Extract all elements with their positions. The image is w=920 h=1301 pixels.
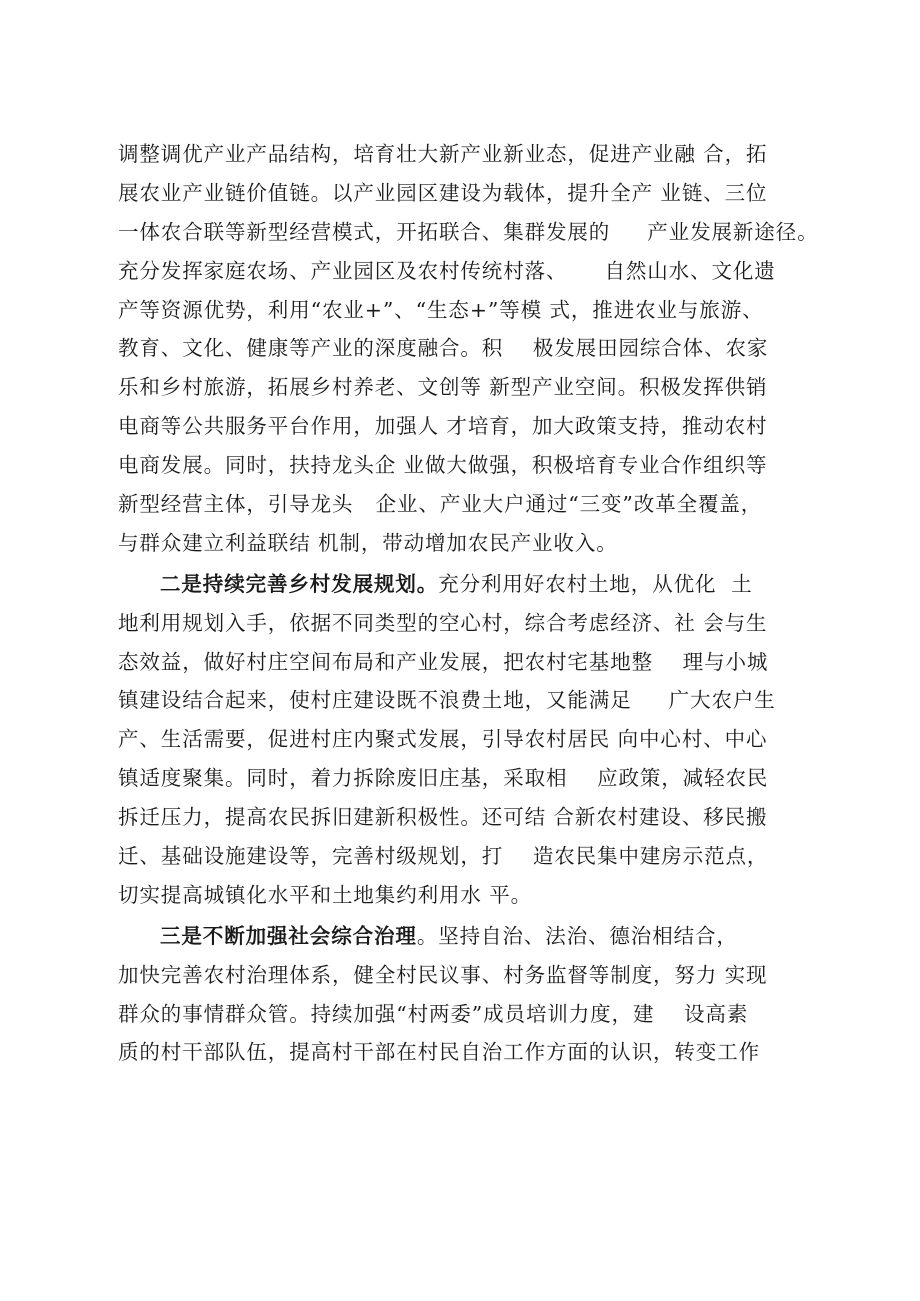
paragraph-heading: 二是持续完善乡村发展规划。 — [160, 571, 439, 596]
text-line: 教育、文化、健康等产业的深度融合。积 极发展田园综合体、农家 — [118, 336, 769, 361]
text-line: 电商等公共服务平台作用，加强人 才培育，加大政策支持，推动农村 — [118, 414, 768, 439]
paragraph-village-planning — [118, 565, 828, 915]
text-line: 展农业产业链价值链。以产业园区建设为载体，提升全产 业链、三位 — [118, 180, 768, 205]
text-line: 电商发展。同时，扶持龙头企 业做大做强，积极培育专业合作组织等 — [118, 453, 768, 478]
text-line: 切实提高城镇化水平和土地集约利用水 平。 — [118, 882, 533, 907]
text-line-first — [118, 565, 828, 604]
paragraph-social-governance — [118, 917, 828, 1073]
text-line: 乐和乡村旅游，拓展乡村养老、文创等 新型产业空间。积极发挥供销 — [118, 375, 768, 400]
text-line: 迁、基础设施建设等，完善村级规划，打 造农民集中建房示范点， — [118, 844, 769, 869]
text-line-first — [118, 917, 828, 956]
text-run: 充分利用好农村土地，从优化 土 — [438, 571, 753, 596]
text-line: 拆迁压力，提高农民拆旧建新积极性。还可结 合新农村建设、移民搬 — [118, 805, 768, 830]
text-line: 地利用规划入手，依据不同类型的空心村，综合考虑经济、社 会与生 — [118, 610, 768, 635]
text-line: 与群众建立利益联结 机制，带动增加农民产业收入。 — [118, 530, 618, 555]
text-line: 群众的事情群众管。持续加强“村两委”成员培训力度，建 设高素 — [118, 1001, 749, 1026]
text-line: 质的村干部队伍，提高村干部在村民自治工作方面的认识，转变工作 — [118, 1040, 760, 1065]
paragraph-industry — [118, 135, 828, 563]
text-line: 加快完善农村治理体系，健全村民议事、村务监督等制度，努力 实现 — [118, 962, 768, 987]
body-text — [118, 135, 828, 1072]
text-run: 。坚持自治、法治、德治相结合， — [416, 923, 738, 948]
paragraph-heading: 三是不断加强社会综合治理 — [160, 923, 417, 948]
text-line: 态效益，做好村庄空间布局和产业发展，把农村宅基地整 理与小城 — [118, 649, 769, 674]
text-line: 调整调优产业产品结构，培育壮大新产业新业态，促进产业融 合，拓 — [118, 142, 768, 166]
text-line: 产等资源优势，利用“农业+”、“生态+”等模 式，推进农业与旅游、 — [118, 297, 764, 322]
text-line: 产、生活需要，促进村庄内聚式发展，引导农村居民 向中心村、中心 — [118, 727, 768, 752]
text-line: 镇建设结合起来，使村庄建设既不浪费土地，又能满足 广大农户生 — [118, 688, 776, 713]
text-line: 一体农合联等新型经营模式，开拓联合、集群发展的 产业发展新途径。 — [118, 219, 819, 244]
text-line: 新型经营主体，引导龙头 企业、产业大户通过“三变”改革全覆盖， — [118, 492, 763, 517]
text-line: 充分发挥家庭农场、产业园区及农村传统村落、 自然山水、文化遗 — [118, 258, 776, 283]
text-line: 镇适度聚集。同时，着力拆除废旧庄基，采取相 应政策，减轻农民 — [118, 766, 769, 791]
